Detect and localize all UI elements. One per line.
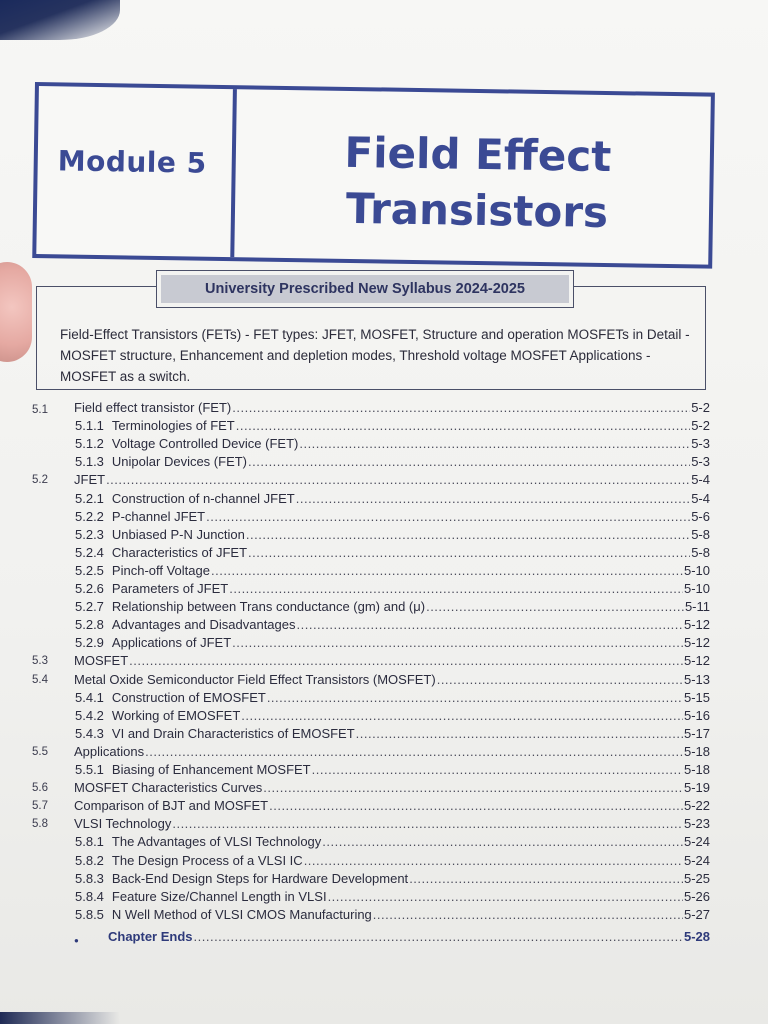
toc-page-number: 5-12: [683, 653, 710, 669]
toc-entry: [75, 634, 710, 652]
toc-subsection-number: 5.2.4: [75, 544, 104, 560]
toc-leader-dots: [232, 634, 683, 652]
toc-page-number: 5-3: [691, 436, 710, 452]
toc-row: [0, 526, 768, 544]
toc-row: [0, 797, 768, 815]
toc-title: Construction of n-channel JFET: [111, 490, 295, 506]
toc-page-number: 5-17: [683, 725, 710, 741]
toc-leader-dots: [356, 725, 683, 743]
toc-leader-dots: [236, 417, 690, 435]
toc-entry: [75, 562, 710, 580]
toc-page-number: 5-4: [691, 472, 710, 488]
toc-row: [0, 707, 768, 725]
toc-page-number: 5-22: [683, 798, 710, 814]
toc-entry: [75, 453, 710, 471]
toc-page-number: 5-13: [683, 671, 710, 687]
toc-entry: [108, 928, 710, 946]
toc-leader-dots: [106, 471, 690, 489]
toc-leader-dots: [296, 490, 690, 508]
toc-section-number: 5.5: [32, 745, 48, 758]
toc-subsection-number: 5.2.7: [75, 599, 104, 615]
toc-entry: [75, 616, 710, 634]
toc-subsection-number: 5.8.4: [75, 888, 104, 904]
syllabus-heading-tab: [156, 270, 574, 308]
toc-title: MOSFET: [74, 653, 129, 669]
toc-leader-dots: [263, 779, 683, 797]
toc-leader-dots: [206, 508, 690, 526]
toc-page-number: 5-6: [691, 508, 710, 524]
toc-page-number: 5-26: [683, 888, 710, 904]
toc-row: [0, 453, 768, 471]
toc-row: [0, 815, 768, 833]
toc-subsection-number: 5.8.2: [75, 852, 104, 868]
toc-subsection-number: 5.4.2: [75, 707, 104, 723]
toc-title: MOSFET Characteristics Curves: [74, 780, 263, 796]
toc-subsection-number: 5.8.5: [75, 906, 104, 922]
toc-leader-dots: [229, 580, 683, 598]
toc-page-number: 5-16: [683, 707, 710, 723]
toc-page-number: 5-3: [691, 454, 710, 470]
toc-leader-dots: [246, 526, 690, 544]
toc-entry: [74, 779, 710, 797]
toc-entry: [75, 725, 710, 743]
toc-entry: [75, 580, 710, 598]
toc-title: Metal Oxide Semiconductor Field Effect Transistors (MOSFET): [74, 671, 436, 687]
toc-section-number: 5.2: [32, 474, 48, 487]
toc-title: Unbiased P-N Junction: [111, 526, 245, 542]
module-header: [32, 82, 715, 269]
toc-leader-dots: [129, 652, 683, 670]
toc-entry: [75, 906, 710, 924]
toc-row: [0, 399, 768, 417]
toc-entry: [75, 490, 710, 508]
toc-title: Applications: [74, 743, 145, 759]
toc-row: [0, 652, 768, 670]
toc-leader-dots: [409, 870, 683, 888]
toc-row: [0, 761, 768, 779]
toc-subsection-number: 5.1.2: [75, 436, 104, 452]
toc-page-number: 5-2: [691, 400, 710, 415]
toc-subsection-number: 5.2.2: [75, 508, 104, 524]
toc-leader-dots: [328, 888, 683, 906]
toc-entry: [74, 471, 710, 489]
toc-row: [0, 852, 768, 870]
module-label: Module 5: [57, 144, 207, 180]
bullet-icon: ●: [74, 935, 79, 945]
page-corner-shadow: [0, 0, 120, 40]
toc-row: [0, 634, 768, 652]
toc-subsection-number: 5.2.5: [75, 562, 104, 578]
toc-subsection-number: 5.2.3: [75, 526, 104, 542]
module-title-line2: Transistors: [345, 183, 609, 238]
toc-title: Unipolar Devices (FET): [111, 454, 248, 470]
toc-leader-dots: [145, 743, 683, 761]
toc-leader-dots: [248, 453, 690, 471]
toc-entry: [74, 743, 710, 761]
toc-title: Chapter Ends: [108, 928, 193, 944]
toc-entry: [75, 761, 710, 779]
toc-page-number: 5-24: [683, 852, 710, 868]
toc-leader-dots: [211, 562, 683, 580]
toc-row: [0, 743, 768, 761]
toc-leader-dots: [426, 598, 684, 616]
toc-entry: [75, 598, 710, 616]
toc-subsection-number: 5.1.1: [75, 418, 104, 434]
toc-section-number: 5.4: [32, 673, 48, 686]
toc-page-number: 5-18: [683, 762, 710, 777]
toc-subsection-number: 5.4.3: [75, 725, 104, 741]
toc-title: Construction of EMOSFET: [111, 689, 266, 705]
toc-leader-dots: [299, 435, 690, 453]
toc-leader-dots: [232, 399, 690, 417]
toc-page-number: 5-25: [683, 870, 710, 886]
toc-title: Field effect transistor (FET): [74, 400, 232, 415]
toc-entry: [75, 888, 710, 906]
toc-entry: [74, 652, 710, 670]
toc-row: [0, 616, 768, 634]
toc-entry: [75, 526, 710, 544]
toc-row: [0, 833, 768, 851]
toc-row: [0, 779, 768, 797]
toc-entry: [74, 815, 710, 833]
toc-page-number: 5-12: [683, 617, 710, 633]
toc-page-number: 5-2: [691, 418, 710, 434]
toc-title: Voltage Controlled Device (FET): [111, 436, 299, 452]
syllabus-text: Field-Effect Transistors (FETs) - FET types: JFET, MOSFET, Structure and operation MOSFETs in Detail - MOSFET structure, Enhancement and depletion modes, Threshold voltage MOSFET Applications - MOSFET as a switch.: [60, 327, 690, 384]
page-bottom-shadow: [0, 1012, 120, 1024]
toc-title: Parameters of JFET: [111, 581, 229, 596]
toc-leader-dots: [437, 671, 683, 689]
toc-entry: [74, 797, 710, 815]
toc-subsection-number: 5.2.8: [75, 617, 104, 633]
toc-leader-dots: [312, 761, 683, 779]
toc-row: [0, 598, 768, 616]
toc-title: VLSI Technology: [74, 816, 172, 832]
toc-entry: [75, 689, 710, 707]
toc-title: Applications of JFET: [111, 635, 232, 651]
toc-entry: [75, 435, 710, 453]
toc-entry: [74, 399, 710, 417]
toc-entry: [75, 544, 710, 562]
toc-subsection-number: 5.1.3: [75, 454, 104, 470]
toc-entry: [75, 852, 710, 870]
toc-title: Comparison of BJT and MOSFET: [74, 798, 269, 814]
toc-title: Relationship between Trans conductance (gm) and (μ): [111, 599, 426, 615]
toc-page-number: 5-28: [683, 928, 710, 944]
toc-page-number: 5-8: [691, 544, 710, 560]
toc-row: [0, 417, 768, 435]
toc-subsection-number: 5.4.1: [75, 689, 104, 705]
toc-leader-dots: [241, 707, 683, 725]
toc-row: [0, 888, 768, 906]
toc-page-number: 5-24: [683, 834, 710, 850]
header-divider: [230, 89, 237, 257]
module-title-line1: Field Effect: [344, 127, 612, 182]
module-title: [247, 123, 709, 242]
toc-page-number: 5-12: [683, 635, 710, 651]
toc-leader-dots: [269, 797, 683, 815]
toc-page-number: 5-10: [683, 562, 710, 578]
toc-title: Pinch-off Voltage: [111, 562, 210, 578]
toc-page-number: 5-23: [683, 816, 710, 832]
toc-entry: [74, 671, 710, 689]
toc-subsection-number: 5.2.6: [75, 581, 104, 596]
toc-subsection-number: 5.8.1: [75, 834, 104, 850]
toc-page-number: 5-11: [684, 599, 710, 615]
toc-entry: [75, 870, 710, 888]
toc-title: Working of EMOSFET: [111, 707, 241, 723]
toc-leader-dots: [248, 544, 690, 562]
toc-title: Terminologies of FET: [111, 418, 235, 434]
toc-entry: [75, 833, 710, 851]
toc-title: Characteristics of JFET: [111, 544, 248, 560]
toc-entry: [75, 707, 710, 725]
toc-row: [0, 725, 768, 743]
toc-section-number: 5.6: [32, 782, 48, 795]
toc-title: Feature Size/Channel Length in VLSI: [111, 888, 327, 904]
toc-page-number: 5-8: [691, 526, 710, 542]
toc-title: Back-End Design Steps for Hardware Development: [111, 870, 409, 886]
toc-page-number: 5-4: [691, 490, 710, 506]
toc-row: [0, 689, 768, 707]
toc-leader-dots: [373, 906, 683, 924]
toc-leader-dots: [304, 852, 683, 870]
toc-section-number: 5.8: [32, 818, 48, 831]
syllabus-heading: University Prescribed New Syllabus 2024-2025: [161, 275, 569, 303]
toc-row: [0, 471, 768, 489]
toc-section-number: 5.1: [32, 404, 48, 416]
toc-title: The Design Process of a VLSI IC: [111, 852, 303, 868]
toc-row: [0, 544, 768, 562]
toc-entry: [75, 417, 710, 435]
toc-row: [0, 671, 768, 689]
toc-title: Advantages and Disadvantages: [111, 617, 296, 633]
toc-leader-dots: [297, 616, 683, 634]
toc-section-number: 5.3: [32, 655, 48, 668]
toc-title: Biasing of Enhancement MOSFET: [111, 762, 311, 777]
toc-row: [0, 906, 768, 924]
toc-row: [0, 508, 768, 526]
toc-section-number: 5.7: [32, 800, 48, 813]
toc-page-number: 5-10: [683, 581, 710, 596]
holding-thumb: [0, 262, 32, 362]
toc-page-number: 5-18: [683, 743, 710, 759]
toc-leader-dots: [194, 928, 683, 946]
toc-page-number: 5-19: [683, 780, 710, 796]
toc-page-number: 5-15: [683, 689, 710, 705]
toc-subsection-number: 5.5.1: [75, 762, 104, 777]
toc-title: P-channel JFET: [111, 508, 206, 524]
toc-row: [0, 490, 768, 508]
toc-row: [0, 928, 768, 946]
toc-entry: [75, 508, 710, 526]
toc-title: The Advantages of VLSI Technology: [111, 834, 322, 850]
toc-subsection-number: 5.8.3: [75, 870, 104, 886]
toc-row: [0, 435, 768, 453]
toc-subsection-number: 5.2.1: [75, 490, 104, 506]
toc-leader-dots: [172, 815, 683, 833]
toc-page-number: 5-27: [683, 906, 710, 922]
toc-leader-dots: [267, 689, 683, 707]
toc-row: [0, 870, 768, 888]
toc-title: VI and Drain Characteristics of EMOSFET: [111, 725, 355, 741]
toc-title: JFET: [74, 472, 106, 488]
toc-title: N Well Method of VLSI CMOS Manufacturing: [111, 906, 372, 922]
toc-subsection-number: 5.2.9: [75, 635, 104, 651]
toc-leader-dots: [322, 833, 683, 851]
toc-row: [0, 580, 768, 598]
toc-row: [0, 562, 768, 580]
